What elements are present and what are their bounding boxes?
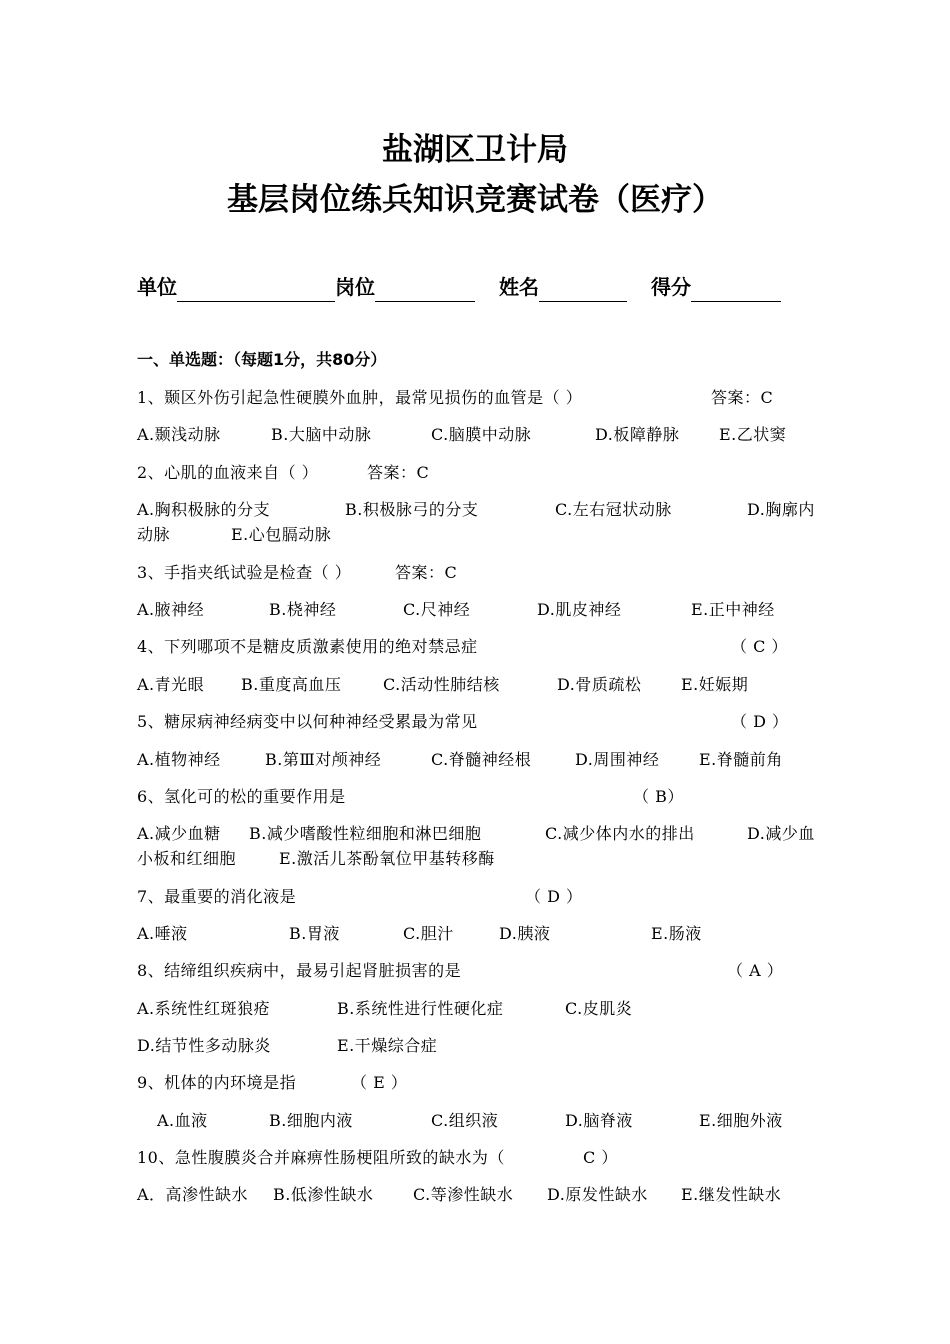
option-b: B.第Ⅲ对颅神经 bbox=[265, 750, 382, 769]
option-c: C.等渗性缺水 bbox=[413, 1185, 514, 1204]
question-text: 7、最重要的消化液是 bbox=[137, 887, 297, 906]
answer-text: 答案：C bbox=[711, 388, 774, 407]
answer-text: （ E ） bbox=[351, 1073, 408, 1092]
option-e: E.脊髓前角 bbox=[699, 750, 783, 769]
option-d: D.肌皮神经 bbox=[537, 600, 622, 619]
option-d: D.脑脊液 bbox=[565, 1111, 633, 1130]
option-c: C.尺神经 bbox=[403, 600, 471, 619]
page-subtitle: 基层岗位练兵知识竞赛试卷（医疗） bbox=[227, 182, 723, 218]
option-c: C.左右冠状动脉 bbox=[555, 500, 672, 519]
answer-text: 答案：C bbox=[367, 463, 430, 482]
option-a: A.颞浅动脉 bbox=[137, 425, 221, 444]
option-a: A.青光眼 bbox=[137, 675, 205, 694]
info-fields bbox=[137, 272, 837, 302]
score-label: 得分 bbox=[651, 275, 691, 299]
option-c: C.胆汁 bbox=[403, 924, 454, 943]
option-b: B.系统性进行性硬化症 bbox=[337, 999, 504, 1018]
option-e: E.乙状窦 bbox=[719, 425, 787, 444]
answer-text: （ C ） bbox=[731, 637, 788, 656]
option-c: C.减少体内水的排出 bbox=[545, 824, 695, 843]
score-blank[interactable] bbox=[691, 277, 781, 302]
option-b: B.桡神经 bbox=[269, 600, 337, 619]
answer-text: （ D ） bbox=[731, 712, 789, 731]
option-b: B.积极脉弓的分支 bbox=[345, 500, 479, 519]
option-a: A.系统性红斑狼疮 bbox=[137, 999, 271, 1018]
option-a: A.胸积极脉的分支 bbox=[137, 500, 271, 519]
option-b: B.低渗性缺水 bbox=[273, 1185, 374, 1204]
option-a: A.植物神经 bbox=[137, 750, 221, 769]
option-e: E.继发性缺水 bbox=[681, 1185, 782, 1204]
option-e: E.激活儿茶酚氧位甲基转移酶 bbox=[279, 849, 495, 868]
answer-text: （ B） bbox=[633, 787, 684, 806]
option-c: C.脑膜中动脉 bbox=[431, 425, 532, 444]
option-a: A.减少血糖 bbox=[137, 824, 221, 843]
unit-label: 单位 bbox=[137, 275, 177, 299]
option-d: D.胸廓内 bbox=[747, 500, 815, 519]
option-d-cont: 动脉 bbox=[137, 525, 171, 544]
option-d: D.原发性缺水 bbox=[547, 1185, 648, 1204]
option-a: A．高渗性缺水 bbox=[137, 1185, 249, 1204]
option-d: D.胰液 bbox=[499, 924, 551, 943]
option-c: C.组织液 bbox=[431, 1111, 499, 1130]
option-d: D.周围神经 bbox=[575, 750, 660, 769]
question-text: 10、急性腹膜炎合并麻痹性肠梗阻所致的缺水为（ bbox=[137, 1148, 505, 1167]
option-a: A.唾液 bbox=[137, 924, 188, 943]
question-text: 8、结缔组织疾病中，最易引起肾脏损害的是 bbox=[137, 961, 462, 980]
option-a: A.血液 bbox=[157, 1111, 208, 1130]
option-e: E.正中神经 bbox=[691, 600, 775, 619]
option-d: D.结节性多动脉炎 bbox=[137, 1036, 271, 1055]
answer-text: （ A ） bbox=[727, 961, 784, 980]
answer-text: C ） bbox=[583, 1148, 618, 1167]
option-d: D.减少血 bbox=[747, 824, 815, 843]
question-text: 2、心肌的血液来自（ ） bbox=[137, 463, 319, 482]
question-text: 4、下列哪项不是糖皮质激素使用的绝对禁忌症 bbox=[137, 637, 478, 656]
question-text: 1、颞区外伤引起急性硬膜外血肿，最常见损伤的血管是（ ） bbox=[137, 388, 583, 407]
option-e: E.干燥综合症 bbox=[337, 1036, 438, 1055]
option-d: D.板障静脉 bbox=[595, 425, 680, 444]
option-d-cont: 小板和红细胞 bbox=[137, 849, 237, 868]
section-heading: 一、单选题：（每题1分，共80分） bbox=[137, 350, 387, 369]
option-b: B.减少嗜酸性粒细胞和淋巴细胞 bbox=[249, 824, 482, 843]
option-c: C.脊髓神经根 bbox=[431, 750, 532, 769]
option-e: E.妊娠期 bbox=[681, 675, 749, 694]
unit-blank[interactable] bbox=[177, 277, 335, 302]
question-text: 5、糖尿病神经病变中以何种神经受累最为常见 bbox=[137, 712, 478, 731]
option-e: E.肠液 bbox=[651, 924, 702, 943]
option-d: D.骨质疏松 bbox=[557, 675, 642, 694]
answer-text: 答案：C bbox=[395, 563, 458, 582]
option-b: B.细胞内液 bbox=[269, 1111, 353, 1130]
page-title: 盐湖区卫计局 bbox=[382, 132, 568, 168]
option-b: B.重度高血压 bbox=[241, 675, 342, 694]
option-b: B.大脑中动脉 bbox=[271, 425, 372, 444]
option-c: C.活动性肺结核 bbox=[383, 675, 500, 694]
option-e: E.细胞外液 bbox=[699, 1111, 783, 1130]
post-blank[interactable] bbox=[375, 277, 475, 302]
option-e: E.心包膈动脉 bbox=[231, 525, 332, 544]
question-text: 9、机体的内环境是指 bbox=[137, 1073, 297, 1092]
answer-text: （ D ） bbox=[525, 887, 583, 906]
option-a: A.腋神经 bbox=[137, 600, 205, 619]
question-text: 6、氢化可的松的重要作用是 bbox=[137, 787, 346, 806]
name-label: 姓名 bbox=[499, 275, 539, 299]
question-text: 3、手指夹纸试验是检查（ ） bbox=[137, 563, 352, 582]
name-blank[interactable] bbox=[539, 277, 627, 302]
option-b: B.胃液 bbox=[289, 924, 340, 943]
option-c: C.皮肌炎 bbox=[565, 999, 633, 1018]
post-label: 岗位 bbox=[335, 275, 375, 299]
